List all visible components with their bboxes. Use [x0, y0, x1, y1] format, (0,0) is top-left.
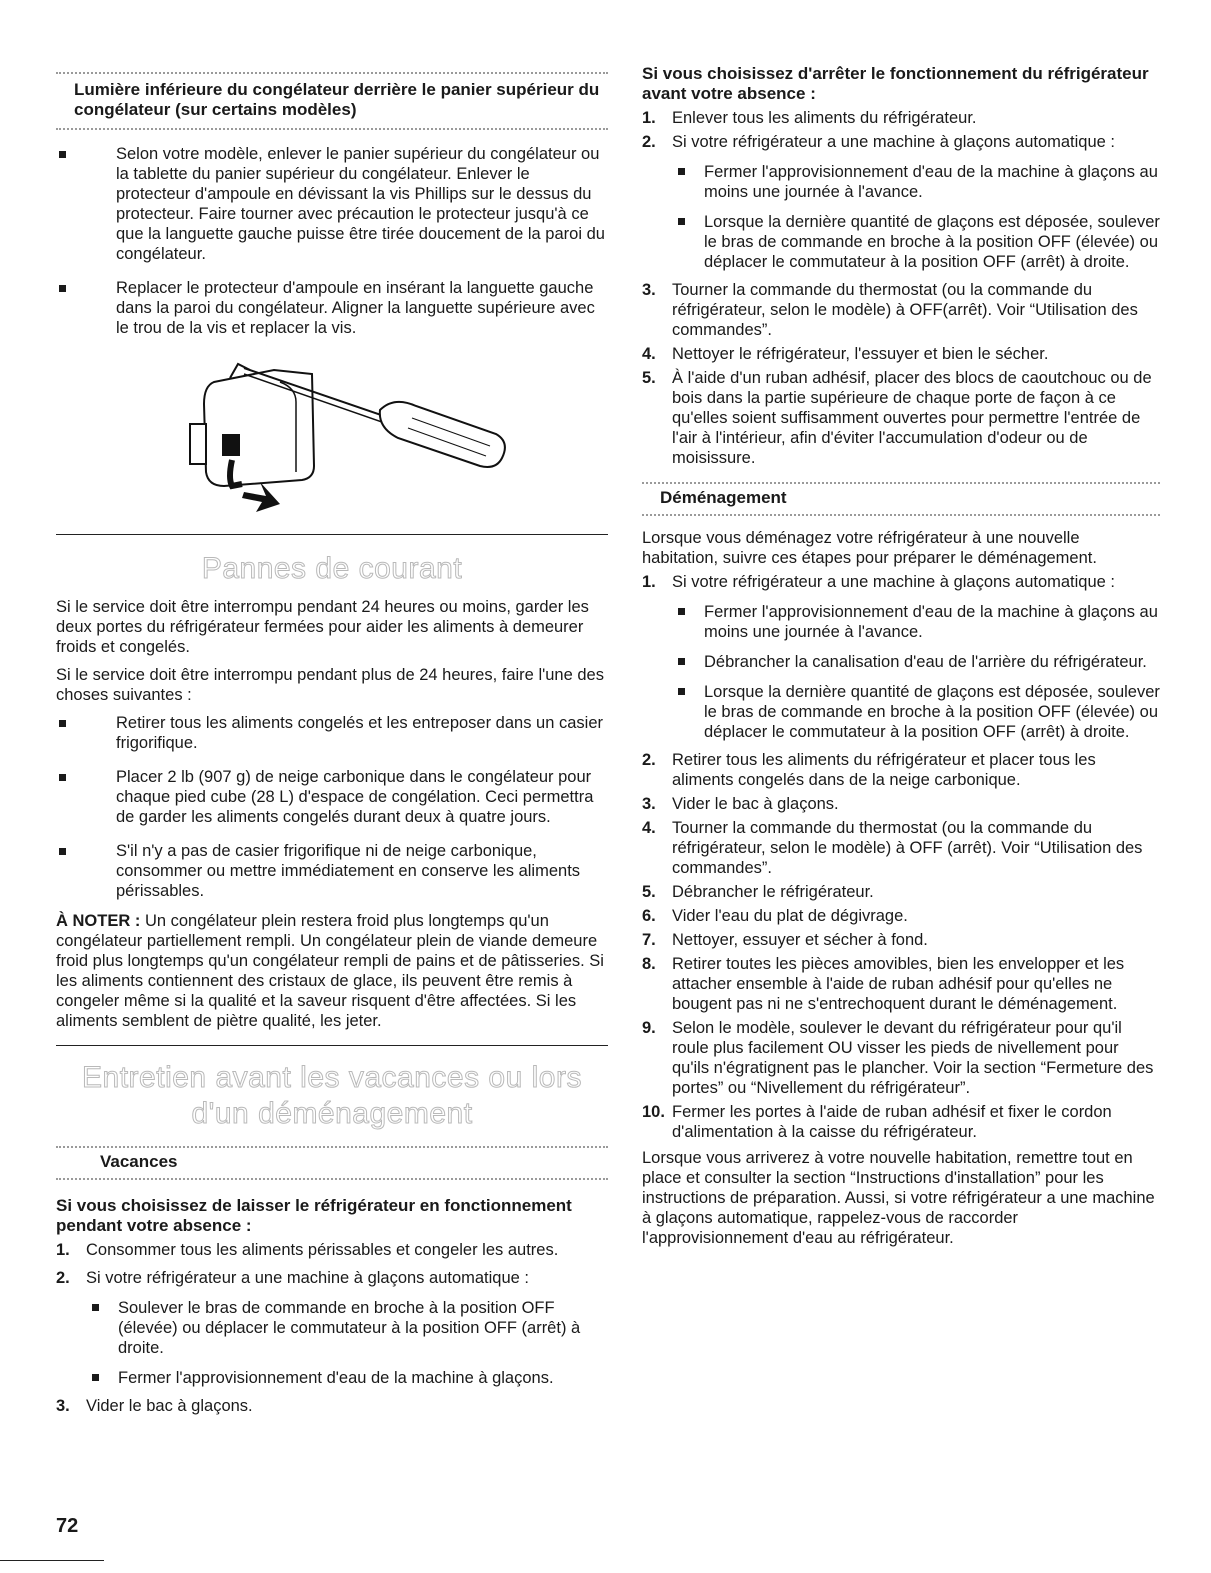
list-item: 9. Selon le modèle, soulever le devant du réfrigérateur pour qu'il roule plus facilement OU visser les pieds de nivellement pour qu'ils n'égratignent pas le plancher. Voir la section “Fermeture des portes” ou “Nivellement du réfrigérateur”.: [642, 1019, 1154, 1097]
bullet-square-icon: [678, 218, 685, 225]
moving-steps: [642, 572, 1160, 1142]
list-item: 10. Fermer les portes à l'aide de ruban adhésif et fixer le cordon d'alimentation à la caisse du réfrigérateur.: [642, 1103, 1112, 1141]
bullet-square-icon: [59, 720, 66, 727]
power-outage-paragraph-1: Si le service doit être interrompu pendant 24 heures ou moins, garder les deux portes du réfrigérateur fermées pour aider les aliments à demeurer froids et congelés.: [56, 598, 589, 656]
step-number: 3.: [56, 1397, 70, 1415]
section-divider: [56, 534, 608, 535]
note-label: À NOTER :: [56, 912, 141, 930]
list-item: 2. Retirer tous les aliments du réfrigérateur et placer tous les aliments congelés dans de la neige carbonique.: [642, 751, 1096, 789]
light-cover-illustration: [184, 354, 514, 524]
bullet-square-icon: [678, 608, 685, 615]
bullet-square-icon: [92, 1374, 99, 1381]
power-outage-paragraph-2: Si le service doit être interrompu pendant plus de 24 heures, faire l'une des choses suivantes :: [56, 666, 604, 704]
step-number: 1.: [642, 573, 656, 591]
step-number: 10.: [642, 1103, 665, 1121]
list-item: Selon votre modèle, enlever le panier supérieur du congélateur ou la tablette du panier supérieur du congélateur. Enlever le protecteur d'ampoule en dévissant la vis Phillips sur le dessus du protecteur. Faire tourner avec précaution le protecteur jusqu'à ce que la languette gauche puisse être tirée doucement de la paroi du congélateur.: [56, 144, 608, 264]
list-item: 3. Vider le bac à glaçons.: [56, 1397, 253, 1415]
step-number: 7.: [642, 931, 656, 949]
stop-running-heading: Si vous choisissez d'arrêter le fonctionnement du réfrigérateur avant votre absence :: [642, 64, 1149, 103]
footer-rule: [0, 1560, 104, 1561]
list-item: 1. Consommer tous les aliments périssables et congeler les autres.: [56, 1241, 559, 1259]
list-item: 3. Tourner la commande du thermostat (ou la commande du réfrigérateur, selon le modèle) à OFF(arrêt). Voir “Utilisation des commandes”.: [642, 281, 1138, 339]
list-item: Fermer l'approvisionnement d'eau de la machine à glaçons au moins une journée à l'avance.: [672, 162, 1160, 202]
list-item: S'il n'y a pas de casier frigorifique ni de neige carbonique, consommer ou mettre immédiatement en conserve les aliments périssables.: [56, 841, 608, 901]
step-number: 4.: [642, 819, 656, 837]
moving-heading: Déménagement: [642, 482, 1160, 516]
moving-outro: Lorsque vous arriverez à votre nouvelle habitation, remettre tout en place et consulter la section “Instructions d'installation” pour les instructions de préparation. Aussi, si votre réfrigérateur a une machine à glaçons automatique, rappelez-vous de raccorder l'approvisionnement d'eau au réfrigérateur.: [642, 1149, 1155, 1247]
list-item: Soulever le bras de commande en broche à la position OFF (élevée) ou déplacer le commutateur à la position OFF (arrêt) à droite.: [86, 1298, 608, 1358]
step-number: 8.: [642, 955, 656, 973]
power-outage-note: À NOTER : Un congélateur plein restera froid plus longtemps qu'un congélateur partiellement rempli. Un congélateur plein de viande demeure froid plus longtemps qu'un congélateur rempli de pains et de pâtisseries. Si les aliments contiennent des cristaux de glace, ils peuvent être remis à congeler même si la qualité et la saveur risquent d'être affectées. Si les aliments semblent de piètre qualité, les jeter.: [56, 912, 604, 1030]
stop-running-steps: [642, 108, 1160, 468]
light-cover-steps: [56, 144, 608, 338]
list-item: 3. Vider le bac à glaçons.: [642, 795, 839, 813]
step-number: 5.: [642, 883, 656, 901]
list-item: Lorsque la dernière quantité de glaçons est déposée, soulever le bras de commande en broche à la position OFF (élevée) ou déplacer le commutateur à la position OFF (arrêt) à droite.: [672, 682, 1160, 742]
list-item: 2. Si votre réfrigérateur a une machine à glaçons automatique : Fermer l'approvisionnement d'eau de la machine à glaçons au moins une journée à l'avance. Lorsque la dernière quantité de glaçons est déposée, soulever le bras de commande en broche à la position OFF (élevée) ou déplacer le commutateur à la position OFF (arrêt) à droite.: [642, 133, 1160, 271]
list-item: Retirer tous les aliments congelés et les entreposer dans un casier frigorifique.: [56, 713, 608, 753]
section-divider: [56, 1045, 608, 1046]
bullet-square-icon: [678, 168, 685, 175]
list-item: Débrancher la canalisation d'eau de l'arrière du réfrigérateur.: [672, 652, 1160, 672]
right-column: [642, 60, 1160, 1248]
list-item: 5. À l'aide d'un ruban adhésif, placer des blocs de caoutchouc ou de bois dans la partie supérieure de chaque porte de façon à ce qu'elles soient suffisamment ouvertes pour permettre l'entrée de l'air à l'intérieur, afin d'éviter l'accumulation d'odeur ou de moisissure.: [642, 369, 1152, 467]
step-number: 2.: [642, 133, 656, 151]
list-item: 6. Vider l'eau du plat de dégivrage.: [642, 907, 908, 925]
step-number: 1.: [56, 1241, 70, 1259]
list-item: 2. Si votre réfrigérateur a une machine à glaçons automatique : Soulever le bras de commande en broche à la position OFF (élevée) ou déplacer le commutateur à la position OFF (arrêt) à droite. Fermer l'approvisionnement d'eau de la machine à glaçons.: [56, 1268, 608, 1388]
list-item: Replacer le protecteur d'ampoule en insérant la languette gauche dans la paroi du congélateur. Aligner la languette supérieure avec le trou de la vis et replacer la vis.: [56, 278, 608, 338]
bullet-square-icon: [59, 774, 66, 781]
care-heading-line-1: Entretien avant les vacances ou lors: [82, 1061, 582, 1094]
list-item: 4. Nettoyer le réfrigérateur, l'essuyer et bien le sécher.: [642, 345, 1049, 363]
list-item: Fermer l'approvisionnement d'eau de la machine à glaçons au moins une journée à l'avance.: [672, 602, 1160, 642]
light-cover-heading: Lumière inférieure du congélateur derrière le panier supérieur du congélateur (sur certains modèles): [56, 72, 608, 130]
step-number: 3.: [642, 795, 656, 813]
bullet-square-icon: [678, 658, 685, 665]
list-item: 8. Retirer toutes les pièces amovibles, bien les envelopper et les attacher ensemble à l'aide de ruban adhésif pour qu'elles ne bougent pas ni ne s'entrechoquent durant le déménagement.: [642, 955, 1125, 1013]
step-number: 2.: [642, 751, 656, 769]
step-number: 2.: [56, 1269, 70, 1287]
list-item: Placer 2 lb (907 g) de neige carbonique dans le congélateur pour chaque pied cube (28 L) d'espace de congélation. Ceci permettra de garder les aliments congelés durant deux à quatre jours.: [56, 767, 608, 827]
screwdriver-light-cover-icon: [184, 354, 514, 524]
step-number: 4.: [642, 345, 656, 363]
vacation-heading: Vacances: [56, 1146, 608, 1180]
step-number: 6.: [642, 907, 656, 925]
bullet-square-icon: [678, 688, 685, 695]
care-heading-line-2: d'un déménagement: [191, 1097, 473, 1130]
step-number: 3.: [642, 281, 656, 299]
step-number: 9.: [642, 1019, 656, 1037]
list-item: Fermer l'approvisionnement d'eau de la machine à glaçons.: [86, 1368, 608, 1388]
list-item: 1. Enlever tous les aliments du réfrigérateur.: [642, 109, 977, 127]
list-item: 4. Tourner la commande du thermostat (ou la commande du réfrigérateur, selon le modèle) à OFF (arrêt). Voir “Utilisation des commandes”.: [642, 819, 1143, 877]
bullet-square-icon: [92, 1304, 99, 1311]
step-number: 5.: [642, 369, 656, 387]
keep-running-heading: Si vous choisissez de laisser le réfrigérateur en fonctionnement pendant votre absence :: [56, 1196, 572, 1235]
bullet-square-icon: [59, 285, 66, 292]
page-number: 72: [56, 1515, 79, 1537]
moving-intro: Lorsque vous déménagez votre réfrigérateur à une nouvelle habitation, suivre ces étapes pour préparer le déménagement.: [642, 529, 1097, 567]
left-column: [56, 60, 608, 1416]
power-outage-heading: Pannes de courant: [201, 552, 463, 585]
power-outage-steps: [56, 713, 608, 901]
keep-running-steps: [56, 1240, 608, 1416]
list-item: 5. Débrancher le réfrigérateur.: [642, 883, 874, 901]
list-item: 7. Nettoyer, essuyer et sécher à fond.: [642, 931, 928, 949]
bullet-square-icon: [59, 151, 66, 158]
bullet-square-icon: [59, 848, 66, 855]
list-item: 1. Si votre réfrigérateur a une machine à glaçons automatique : Fermer l'approvisionnement d'eau de la machine à glaçons au moins une journée à l'avance. Débrancher la canalisation d'eau de l'arrière du réfrigérateur. Lorsque la dernière quantité de glaçons est déposée, soulever le bras de commande en broche à la position OFF (élevée) ou déplacer le commutateur à la position OFF (arrêt) à droite.: [642, 573, 1160, 741]
step-number: 1.: [642, 109, 656, 127]
list-item: Lorsque la dernière quantité de glaçons est déposée, soulever le bras de commande en broche à la position OFF (élevée) ou déplacer le commutateur à la position OFF (arrêt) à droite.: [672, 212, 1160, 272]
